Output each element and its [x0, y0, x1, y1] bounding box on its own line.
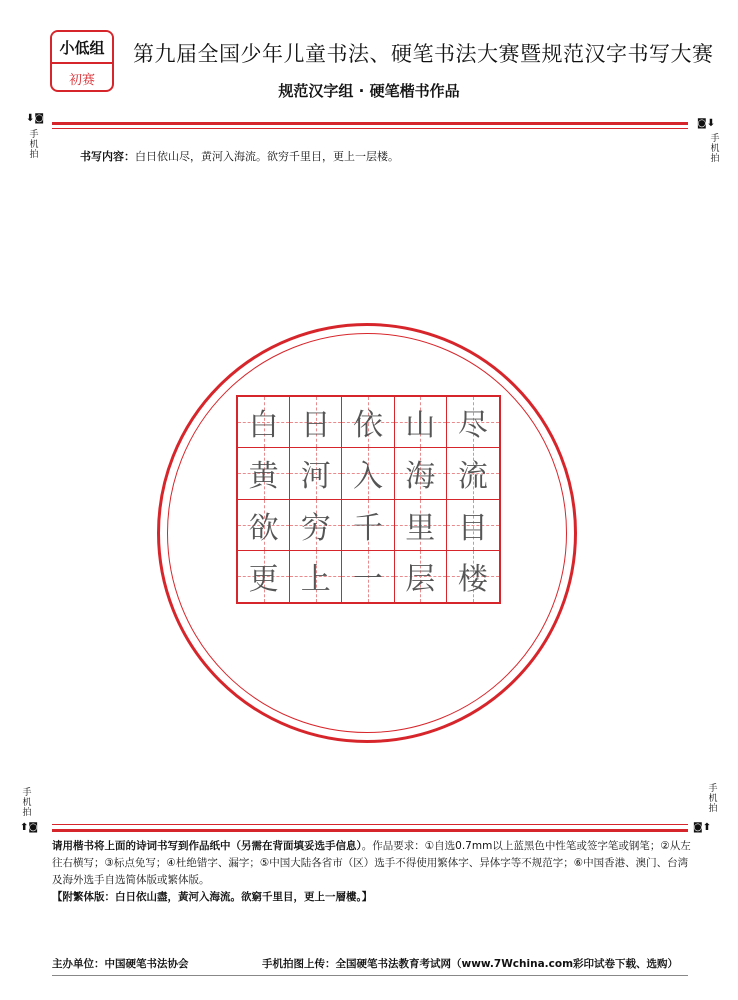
- grid-cell: [447, 448, 499, 499]
- writing-content: [80, 148, 399, 164]
- grid-char: 千: [352, 510, 383, 546]
- grid-char: 依: [352, 408, 383, 444]
- grid-cell: [447, 500, 499, 551]
- badge-group: 小低组: [52, 32, 112, 64]
- grid-cell: [395, 551, 447, 602]
- page-subtitle: 规范汉字组 · 硬笔楷书作品: [278, 82, 460, 100]
- organizer: 主办单位：中国硬笔书法协会: [52, 958, 189, 970]
- top-rule: [52, 122, 688, 125]
- bottom-rule: [52, 829, 688, 832]
- badge-round: 初赛: [68, 72, 95, 88]
- grid-cell: [238, 551, 290, 602]
- phone-label-top-right: 手机拍: [710, 134, 720, 164]
- grid-char: 一: [352, 562, 383, 598]
- grid-cell: [290, 500, 342, 551]
- writing-content-label: 书写内容：: [80, 150, 135, 163]
- grid-char: 日: [300, 408, 331, 444]
- top-rule-thin: [52, 128, 688, 129]
- grid-cell: [395, 448, 447, 499]
- grid-cell: [238, 500, 290, 551]
- grid-char: 穷: [300, 510, 331, 546]
- phone-label-bottom-left: 手机拍: [22, 788, 32, 818]
- grid-char: 河: [300, 459, 331, 495]
- grid-char: 入: [352, 459, 383, 495]
- writing-grid: [236, 395, 501, 604]
- grid-char: 尽: [457, 408, 488, 444]
- requirements-lead: 请用楷书将上面的诗词书写到作品纸中（另需在背面填妥选手信息）: [52, 840, 362, 852]
- grid-char: 白: [248, 408, 279, 444]
- phone-label-top-left: 手机拍: [29, 130, 39, 160]
- grid-char: 楼: [457, 562, 488, 598]
- grid-char: 目: [457, 510, 488, 546]
- bottom-rule-thin: [52, 824, 688, 825]
- camera-marker-top-right: ◙⬇: [697, 118, 716, 129]
- grid-cell: [447, 551, 499, 602]
- grid-char: 更: [248, 562, 279, 598]
- camera-marker-bottom-left: ⬆◙: [20, 822, 39, 833]
- grid-cell: [290, 397, 342, 448]
- upload-info: 手机拍图上传：全国硬笔书法教育考试网（www.7Wchina.com彩印试卷下载、选购）: [262, 958, 679, 970]
- writing-content-text: 白日依山尽，黄河入海流。欲穷千里目，更上一层楼。: [135, 150, 399, 163]
- grid-cell: [290, 551, 342, 602]
- grid-char: 流: [457, 459, 488, 495]
- grid-cell: [290, 448, 342, 499]
- grid-char: 黄: [248, 459, 279, 495]
- traditional-version: 【附繁体版：白日依山盡，黃河入海流。欲窮千里目，更上一層樓。】: [52, 891, 373, 903]
- grid-cell: [342, 500, 394, 551]
- camera-marker-bottom-right: ◙⬆: [693, 822, 712, 833]
- requirements-text: [52, 838, 692, 906]
- grid-cell: [395, 397, 447, 448]
- grid-cell: [342, 551, 394, 602]
- grid-cell: [342, 448, 394, 499]
- grid-char: 层: [405, 562, 436, 598]
- grid-char: 欲: [248, 510, 279, 546]
- grid-cell: [342, 397, 394, 448]
- grid-char: 上: [300, 562, 331, 598]
- grid-char: 海: [405, 459, 436, 495]
- requirements-body: 。作品要求：①自选0.7mm以上蓝黑色中性笔或签字笔或钢笔；②从左往右横写；③标点免写；④杜绝错字、漏字；⑤中国大陆各省市（区）选手不得使用繁体字、异体字等不规范字；⑥中国香港、澳门、台湾及海外选手自选简体版或繁体版。: [52, 840, 691, 886]
- phone-label-bottom-right: 手机拍: [708, 784, 718, 814]
- grid-char: 山: [405, 408, 436, 444]
- grid-cell: [238, 397, 290, 448]
- camera-marker-top-left: ⬇◙: [26, 113, 45, 124]
- page-title: 第九届全国少年儿童书法、硬笔书法大赛暨规范汉字书写大赛: [133, 42, 714, 66]
- grid-char: 里: [405, 510, 436, 546]
- grid-cell: [447, 397, 499, 448]
- footer-rule: [52, 975, 688, 976]
- grid-cell: [238, 448, 290, 499]
- grid-cell: [395, 500, 447, 551]
